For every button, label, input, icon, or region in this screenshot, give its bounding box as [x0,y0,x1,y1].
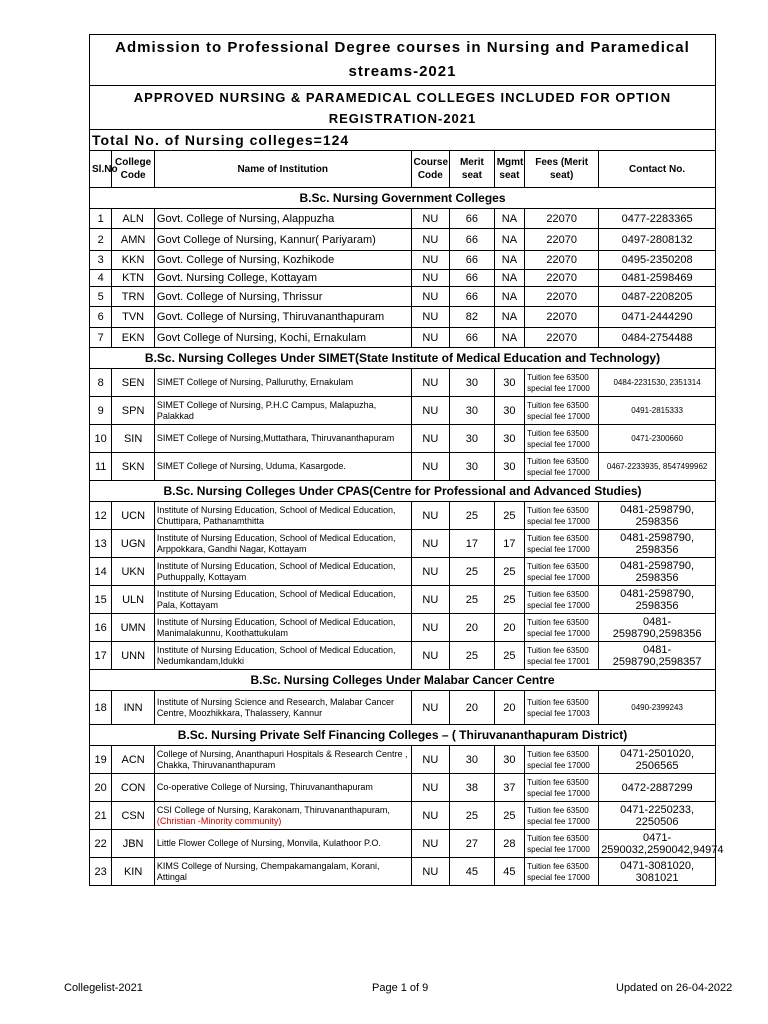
institution-name [154,369,411,397]
institution-name-text: KIMS College of Nursing, Chempakamangalam, Korani, Attingal [156,860,380,882]
mgmt-seat: 30 [494,425,524,453]
table-row [90,858,716,886]
sl-no: 15 [90,586,112,614]
institution-name [154,307,411,328]
table-row [90,251,716,270]
college-code: EKN [112,328,155,348]
mgmt-seat: 30 [494,453,524,481]
special-fee: special fee 17000 [527,467,590,477]
contact-no: 0471-3081020, 3081021 [599,858,716,886]
merit-seat: 66 [450,251,495,270]
institution-name-text: Institute of Nursing Education, School of Medical Education, Chuttipara, Pathanamthitta [156,504,396,526]
table-row [90,502,716,530]
institution-name-text: Institute of Nursing Science and Research, Malabar Cancer Centre, Moozhikkara, Thalassery, Kannur [156,696,395,718]
contact-no: 0477-2283365 [599,209,716,229]
special-fee: special fee 17003 [527,708,590,718]
mgmt-seat: 30 [494,369,524,397]
table-row [90,586,716,614]
sl-no: 23 [90,858,112,886]
sl-no: 8 [90,369,112,397]
fees: 22070 [525,307,599,328]
college-code: SKN [112,453,155,481]
course-code: NU [411,307,450,328]
col-slno: Sl.No [90,151,112,188]
merit-seat: 66 [450,287,495,307]
merit-seat: 66 [450,209,495,229]
institution-name-text: Institute of Nursing Education, School of Medical Education, Pala, Kottayam [156,588,396,610]
mgmt-seat: 30 [494,397,524,425]
section-title: B.Sc. Nursing Private Self Financing Colleges – ( Thiruvananthapuram District) [90,725,716,746]
fees: 22070 [525,287,599,307]
sl-no: 4 [90,270,112,287]
mgmt-seat: 25 [494,502,524,530]
contact-no: 0481-2598790,2598356 [599,614,716,642]
special-fee: special fee 17000 [527,439,590,449]
table-row [90,287,716,307]
sl-no: 20 [90,774,112,802]
course-code: NU [411,830,450,858]
course-code: NU [411,425,450,453]
college-table [89,34,724,886]
mgmt-seat: 25 [494,802,524,830]
contact-no: 0484-2231530, 2351314 [599,369,716,397]
fees [525,530,599,558]
institution-name-text: Govt College of Nursing, Kannur( Pariyaram) [156,233,376,246]
course-code: NU [411,209,450,229]
mgmt-seat: NA [494,209,524,229]
tuition-fee: Tuition fee 63500 [527,861,589,871]
merit-seat: 30 [450,746,495,774]
institution-name-text: College of Nursing, Ananthapuri Hospitals & Research Centre , Chakka, Thiruvananthapuram [156,748,408,770]
institution-name-text: CSI College of Nursing, Karakonam, Thiruvananthapuram, [156,804,390,815]
college-code: TVN [112,307,155,328]
fees [525,614,599,642]
merit-seat: 25 [450,642,495,670]
table-row [90,642,716,670]
special-fee: special fee 17000 [527,516,590,526]
col-merit: Merit seat [450,151,495,188]
course-code: NU [411,369,450,397]
mgmt-seat: 25 [494,642,524,670]
special-fee: special fee 17001 [527,656,590,666]
college-code: UGN [112,530,155,558]
total-count: Total No. of Nursing colleges=124 [90,130,716,151]
course-code: NU [411,453,450,481]
col-code: College Code [112,151,155,188]
special-fee: special fee 17000 [527,788,590,798]
merit-seat: 30 [450,425,495,453]
institution-name-text: SIMET College of Nursing, Uduma, Kasargode. [156,461,346,471]
tuition-fee: Tuition fee 63500 [527,533,589,543]
mgmt-seat: 28 [494,830,524,858]
contact-no: 0481-2598790, 2598356 [599,586,716,614]
merit-seat: 66 [450,270,495,287]
course-code: NU [411,802,450,830]
college-code: ULN [112,586,155,614]
contact-no: 0471-2590032,2590042,94974 [599,830,716,858]
merit-seat: 27 [450,830,495,858]
merit-seat: 25 [450,586,495,614]
footer-updated: Updated on 26-04-2022 [616,982,733,994]
college-code: ACN [112,746,155,774]
sl-no: 10 [90,425,112,453]
sl-no: 17 [90,642,112,670]
fees [525,558,599,586]
contact-no: 0481-2598790, 2598356 [599,502,716,530]
special-fee: special fee 17000 [527,816,590,826]
merit-seat: 20 [450,691,495,725]
section-title: B.Sc. Nursing Colleges Under Malabar Cancer Centre [90,670,716,691]
fees [525,802,599,830]
institution-name-text: Govt. College of Nursing, Kozhikode [156,254,335,266]
page-title: Admission to Professional Degree courses in Nursing and Paramedical streams-2021 [90,35,716,86]
contact-no: 0497-2808132 [599,229,716,251]
merit-seat: 17 [450,530,495,558]
mgmt-seat: NA [494,287,524,307]
footer-page-number: Page 1 of 9 [372,982,429,994]
table-row [90,209,716,229]
table-row [90,453,716,481]
mgmt-seat: 25 [494,586,524,614]
institution-name-text: SIMET College of Nursing, Palluruthy, Ernakulam [156,377,354,387]
table-row [90,746,716,774]
tuition-fee: Tuition fee 63500 [527,697,589,707]
special-fee: special fee 17000 [527,572,590,582]
sl-no: 7 [90,328,112,348]
contact-no: 0471-2300660 [599,425,716,453]
sl-no: 12 [90,502,112,530]
tuition-fee: Tuition fee 63500 [527,428,589,438]
institution-name [154,397,411,425]
contact-no: 0484-2754488 [599,328,716,348]
institution-name [154,287,411,307]
table-row [90,307,716,328]
mgmt-seat: NA [494,307,524,328]
table-row [90,802,716,830]
course-code: NU [411,586,450,614]
course-code: NU [411,746,450,774]
mgmt-seat: 20 [494,614,524,642]
institution-name-text: SIMET College of Nursing,Muttathara, Thiruvananthapuram [156,433,395,443]
institution-name [154,586,411,614]
course-code: NU [411,530,450,558]
college-code: UNN [112,642,155,670]
college-code: SPN [112,397,155,425]
institution-name-text: Co-operative College of Nursing, Thiruvananthapuram [156,782,373,792]
college-code: INN [112,691,155,725]
sl-no: 22 [90,830,112,858]
tuition-fee: Tuition fee 63500 [527,561,589,571]
special-fee: special fee 17000 [527,600,590,610]
college-code: JBN [112,830,155,858]
institution-name-text: SIMET College of Nursing, P.H.C Campus, Malapuzha, Palakkad [156,399,377,421]
fees [525,642,599,670]
tuition-fee: Tuition fee 63500 [527,456,589,466]
fees [525,369,599,397]
special-fee: special fee 17000 [527,544,590,554]
tuition-fee: Tuition fee 63500 [527,777,589,787]
fees: 22070 [525,251,599,270]
sl-no: 1 [90,209,112,229]
table-row [90,691,716,725]
sl-no: 18 [90,691,112,725]
section-heading [90,725,716,746]
fees: 22070 [525,270,599,287]
special-fee: special fee 17000 [527,383,590,393]
col-course: Course Code [411,151,450,188]
tuition-fee: Tuition fee 63500 [527,645,589,655]
merit-seat: 30 [450,397,495,425]
institution-name-text: Institute of Nursing Education, School of Medical Education, Puthuppally, Kottayam [156,560,396,582]
tuition-fee: Tuition fee 63500 [527,833,589,843]
institution-name [154,270,411,287]
col-fees: Fees (Merit seat) [525,151,599,188]
college-code: ALN [112,209,155,229]
tuition-fee: Tuition fee 63500 [527,400,589,410]
mgmt-seat: NA [494,251,524,270]
institution-name-text: Institute of Nursing Education, School of Medical Education, Arppokkara, Gandhi Nagar, Kottayam [156,532,396,554]
contact-no: 0471-2501020, 2506565 [599,746,716,774]
college-code: KKN [112,251,155,270]
sl-no: 19 [90,746,112,774]
tuition-fee: Tuition fee 63500 [527,749,589,759]
table-row [90,558,716,586]
mgmt-seat: 17 [494,530,524,558]
contact-no: 0491-2815333 [599,397,716,425]
course-code: NU [411,691,450,725]
college-code: CON [112,774,155,802]
course-code: NU [411,774,450,802]
institution-name-text: Govt College of Nursing, Kochi, Ernakulam [156,331,367,344]
section-heading [90,670,716,691]
fees: 22070 [525,209,599,229]
institution-name [154,425,411,453]
section-heading [90,188,716,209]
fees [525,830,599,858]
contact-no: 0471-2444290 [599,307,716,328]
special-fee: special fee 17000 [527,411,590,421]
fees [525,453,599,481]
merit-seat: 66 [450,328,495,348]
institution-name [154,209,411,229]
institution-name [154,802,411,830]
college-code: UCN [112,502,155,530]
sl-no: 21 [90,802,112,830]
table-row [90,530,716,558]
sl-no: 6 [90,307,112,328]
course-code: NU [411,502,450,530]
college-code: SIN [112,425,155,453]
course-code: NU [411,251,450,270]
section-heading [90,481,716,502]
fees [525,774,599,802]
college-code: UKN [112,558,155,586]
college-code: CSN [112,802,155,830]
course-code: NU [411,558,450,586]
minority-note: (Christian -Minority community) [156,815,282,826]
section-title: B.Sc. Nursing Government Colleges [90,188,716,209]
mgmt-seat: NA [494,328,524,348]
college-code: UMN [112,614,155,642]
col-mgmt: Mgmt seat [494,151,524,188]
merit-seat: 25 [450,558,495,586]
fees: 22070 [525,229,599,251]
institution-name-text: Govt. College of Nursing, Alappuzha [156,212,335,225]
document-page [89,34,724,886]
merit-seat: 45 [450,858,495,886]
merit-seat: 38 [450,774,495,802]
institution-name-text: Govt. College of Nursing, Thrissur [156,290,323,303]
merit-seat: 82 [450,307,495,328]
institution-name-text: Govt. Nursing College, Kottayam [156,272,318,284]
institution-name [154,558,411,586]
merit-seat: 66 [450,229,495,251]
merit-seat: 30 [450,453,495,481]
institution-name [154,453,411,481]
merit-seat: 25 [450,502,495,530]
tuition-fee: Tuition fee 63500 [527,805,589,815]
table-row [90,397,716,425]
sl-no: 13 [90,530,112,558]
institution-name-text: Govt. College of Nursing, Thiruvananthapuram [156,311,385,323]
tuition-fee: Tuition fee 63500 [527,617,589,627]
table-row [90,614,716,642]
college-code: AMN [112,229,155,251]
institution-name-text: Institute of Nursing Education, School of Medical Education, Nedumkandam,Idukki [156,644,396,666]
college-code: TRN [112,287,155,307]
course-code: NU [411,287,450,307]
fees [525,746,599,774]
mgmt-seat: 20 [494,691,524,725]
institution-name [154,328,411,348]
sl-no: 16 [90,614,112,642]
fees [525,586,599,614]
table-row [90,774,716,802]
institution-name [154,502,411,530]
college-code: KIN [112,858,155,886]
contact-no: 0472-2887299 [599,774,716,802]
course-code: NU [411,642,450,670]
sl-no: 2 [90,229,112,251]
mgmt-seat: 45 [494,858,524,886]
fees [525,858,599,886]
sl-no: 3 [90,251,112,270]
institution-name-text: Institute of Nursing Education, School of Medical Education, Manimalakunnu, Koothattukulam [156,616,396,638]
sl-no: 11 [90,453,112,481]
contact-no: 0490-2399243 [599,691,716,725]
table-row [90,229,716,251]
col-name: Name of Institution [154,151,411,188]
contact-no: 0495-2350208 [599,251,716,270]
tuition-fee: Tuition fee 63500 [527,372,589,382]
fees [525,502,599,530]
table-header [90,151,716,188]
section-heading [90,348,716,369]
table-row [90,425,716,453]
institution-name [154,530,411,558]
contact-no: 0487-2208205 [599,287,716,307]
course-code: NU [411,328,450,348]
course-code: NU [411,614,450,642]
section-title: B.Sc. Nursing Colleges Under CPAS(Centre for Professional and Advanced Studies) [90,481,716,502]
fees: 22070 [525,328,599,348]
institution-name [154,229,411,251]
table-row [90,328,716,348]
special-fee: special fee 17000 [527,844,590,854]
mgmt-seat: 30 [494,746,524,774]
tuition-fee: Tuition fee 63500 [527,589,589,599]
sl-no: 14 [90,558,112,586]
institution-name [154,614,411,642]
tuition-fee: Tuition fee 63500 [527,505,589,515]
page-subtitle: APPROVED NURSING & PARAMEDICAL COLLEGES INCLUDED FOR OPTION REGISTRATION-2021 [90,86,716,130]
contact-no: 0481-2598790, 2598356 [599,558,716,586]
fees [525,425,599,453]
institution-name [154,746,411,774]
college-code: KTN [112,270,155,287]
contact-no: 0481-2598790, 2598356 [599,530,716,558]
contact-no: 0467-2233935, 8547499962 [599,453,716,481]
mgmt-seat: 25 [494,558,524,586]
mgmt-seat: 37 [494,774,524,802]
sl-no: 5 [90,287,112,307]
mgmt-seat: NA [494,270,524,287]
contact-no: 0481-2598469 [599,270,716,287]
institution-name [154,858,411,886]
table-row [90,369,716,397]
special-fee: special fee 17000 [527,628,590,638]
course-code: NU [411,270,450,287]
institution-name [154,642,411,670]
contact-no: 0471-2250233, 2250506 [599,802,716,830]
sl-no: 9 [90,397,112,425]
table-row [90,830,716,858]
footer-left: Collegelist-2021 [64,982,143,994]
merit-seat: 25 [450,802,495,830]
table-row [90,270,716,287]
col-contact: Contact No. [599,151,716,188]
course-code: NU [411,229,450,251]
merit-seat: 20 [450,614,495,642]
merit-seat: 30 [450,369,495,397]
special-fee: special fee 17000 [527,872,590,882]
contact-no: 0481-2598790,2598357 [599,642,716,670]
institution-name [154,830,411,858]
section-title: B.Sc. Nursing Colleges Under SIMET(State Institute of Medical Education and Technology) [90,348,716,369]
institution-name [154,691,411,725]
institution-name [154,251,411,270]
fees [525,691,599,725]
college-code: SEN [112,369,155,397]
mgmt-seat: NA [494,229,524,251]
fees [525,397,599,425]
special-fee: special fee 17000 [527,760,590,770]
institution-name-text: Little Flower College of Nursing, Monvila, Kulathoor P.O. [156,838,381,848]
course-code: NU [411,858,450,886]
institution-name [154,774,411,802]
course-code: NU [411,397,450,425]
